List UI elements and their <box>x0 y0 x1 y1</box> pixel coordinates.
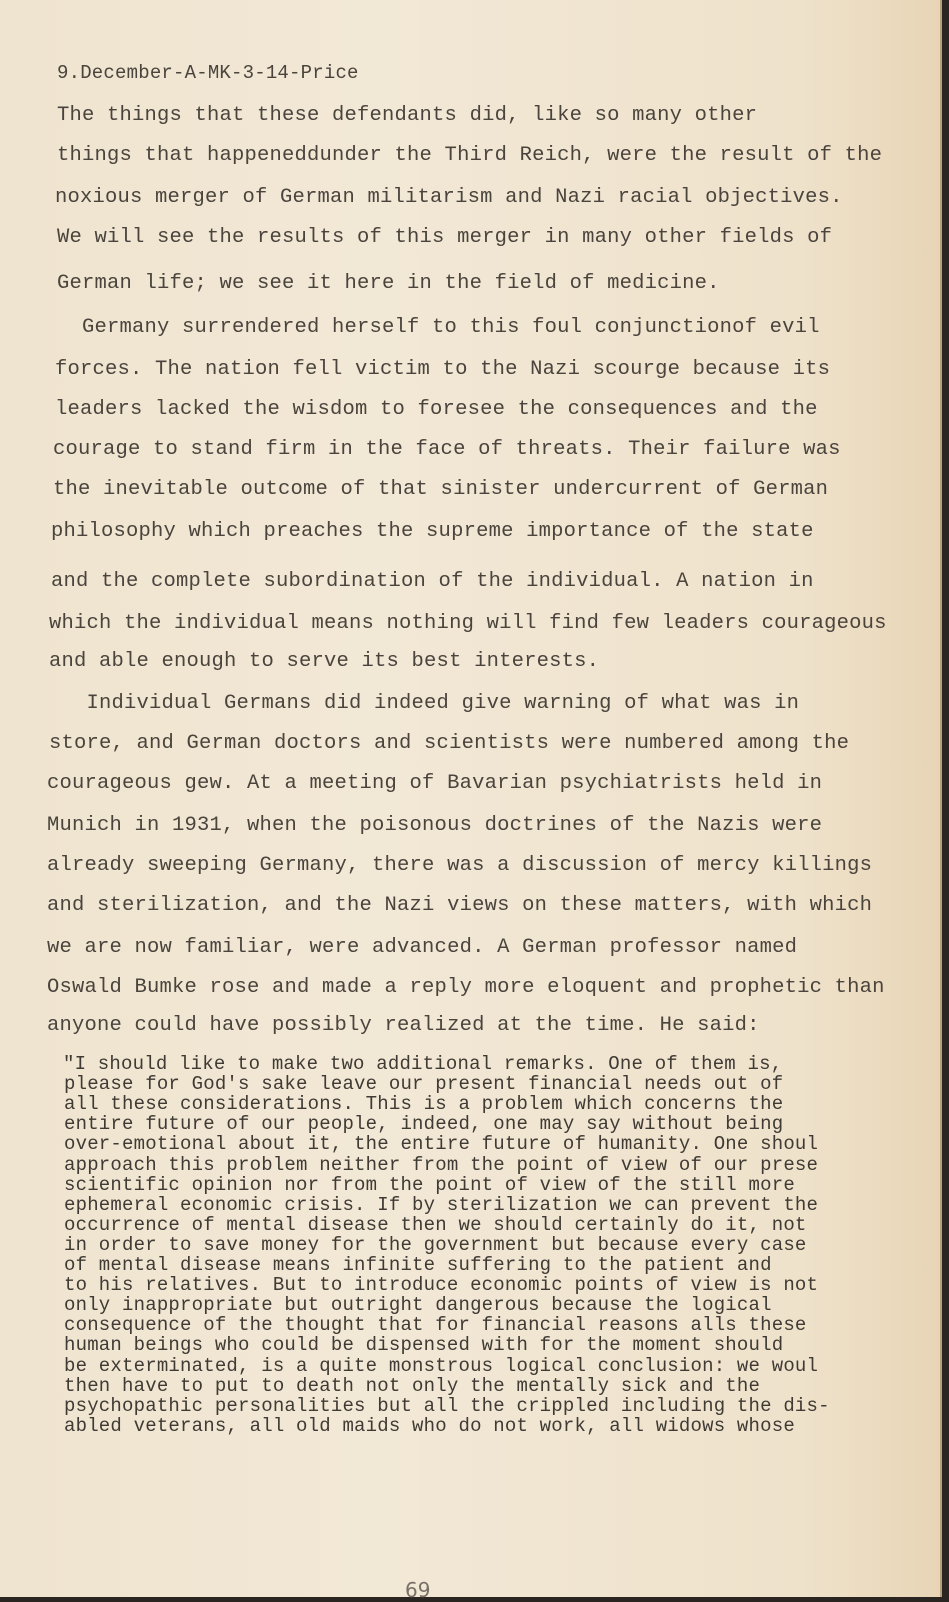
quote-line: abled veterans, all old maids who do not work, all widows whose <box>64 1414 795 1437</box>
quote-line: all these considerations. This is a problem which concerns the <box>64 1093 784 1116</box>
body-line: anyone could have possibly realized at the time. He said: <box>47 1014 760 1037</box>
quote-line: only inappropriate but outright dangerous because the logical <box>64 1294 772 1317</box>
body-line: German life; we see it here in the field of medicine. <box>57 272 720 295</box>
body-line: courage to stand firm in the face of threats. Their failure was <box>53 438 841 461</box>
body-line: Oswald Bumke rose and made a reply more eloquent and prophetic than <box>47 976 885 999</box>
body-line: which the individual means nothing will find few leaders courageous <box>49 612 887 635</box>
body-line: noxious merger of German militarism and Nazi racial objectives. <box>55 186 843 209</box>
body-line: and able enough to serve its best interests. <box>49 650 600 673</box>
quote-line: scientific opinion nor from the point of view of the still more <box>64 1173 795 1196</box>
quote-line: to his relatives. But to introduce economic points of view is not <box>64 1274 819 1297</box>
quote-line: occurrence of mental disease then we should certainly do it, not <box>64 1213 807 1236</box>
body-line: we are now familiar, were advanced. A German professor named <box>47 936 798 959</box>
body-line: and the complete subordination of the individual. A nation in <box>51 570 814 593</box>
body-line: store, and German doctors and scientists were numbered among the <box>49 732 850 755</box>
quote-line: of mental disease means infinite suffering to the patient and <box>64 1254 772 1276</box>
body-line: forces. The nation fell victim to the Nazi scourge because its <box>55 358 831 381</box>
body-line: the inevitable outcome of that sinister undercurrent of German <box>53 478 829 501</box>
quote-line: psychopathic personalities but all the crippled including the dis- <box>64 1394 830 1417</box>
body-line: already sweeping Germany, there was a discussion of mercy killings <box>47 854 873 877</box>
quote-line: human beings who could be dispensed with for the moment should <box>64 1334 784 1357</box>
body-line: philosophy which preaches the supreme importance of the state <box>51 520 814 543</box>
quote-line: then have to put to death not only the mentally sick and the <box>64 1374 761 1397</box>
body-line: leaders lacked the wisdom to foresee the consequences and the <box>55 398 818 421</box>
quote-line: consequence of the thought that for financial reasons alls these <box>64 1314 807 1337</box>
quote-line: over-emotional about it, the entire future of humanity. One shoul <box>64 1133 819 1156</box>
body-line: things that happeneddunder the Third Reich, were the result of the <box>57 144 883 167</box>
quote-line: entire future of our people, indeed, one may say without being <box>64 1113 784 1136</box>
body-line: The things that these defendants did, like so many other <box>57 104 758 127</box>
body-line: Munich in 1931, when the poisonous doctrines of the Nazis were <box>47 814 823 837</box>
quote-line: in order to save money for the government but because every case <box>64 1233 807 1256</box>
quote-line: approach this problem neither from the point of view of our prese <box>64 1153 819 1176</box>
body-line: courageous gew. At a meeting of Bavarian psychiatrists held in <box>47 772 823 795</box>
body-line: Germany surrendered herself to this foul conjunctionof evil <box>57 316 820 339</box>
document-header: 9.December-A-MK-3-14-Price <box>57 62 359 84</box>
quote-line: ephemeral economic crisis. If by sterilization we can prevent the <box>64 1193 819 1216</box>
body-line: and sterilization, and the Nazi views on these matters, with which <box>47 894 873 917</box>
quote-line: "I should like to make two additional remarks. One of them is, <box>63 1053 783 1075</box>
page-number: 69 <box>405 1578 431 1602</box>
quote-line: please for God's sake leave our present financial needs out of <box>64 1073 784 1096</box>
quote-line: be exterminated, is a quite monstrous logical conclusion: we woul <box>64 1354 819 1377</box>
body-line: We will see the results of this merger in many other fields of <box>57 226 833 249</box>
body-line: Individual Germans did indeed give warning of what was in <box>49 692 800 715</box>
